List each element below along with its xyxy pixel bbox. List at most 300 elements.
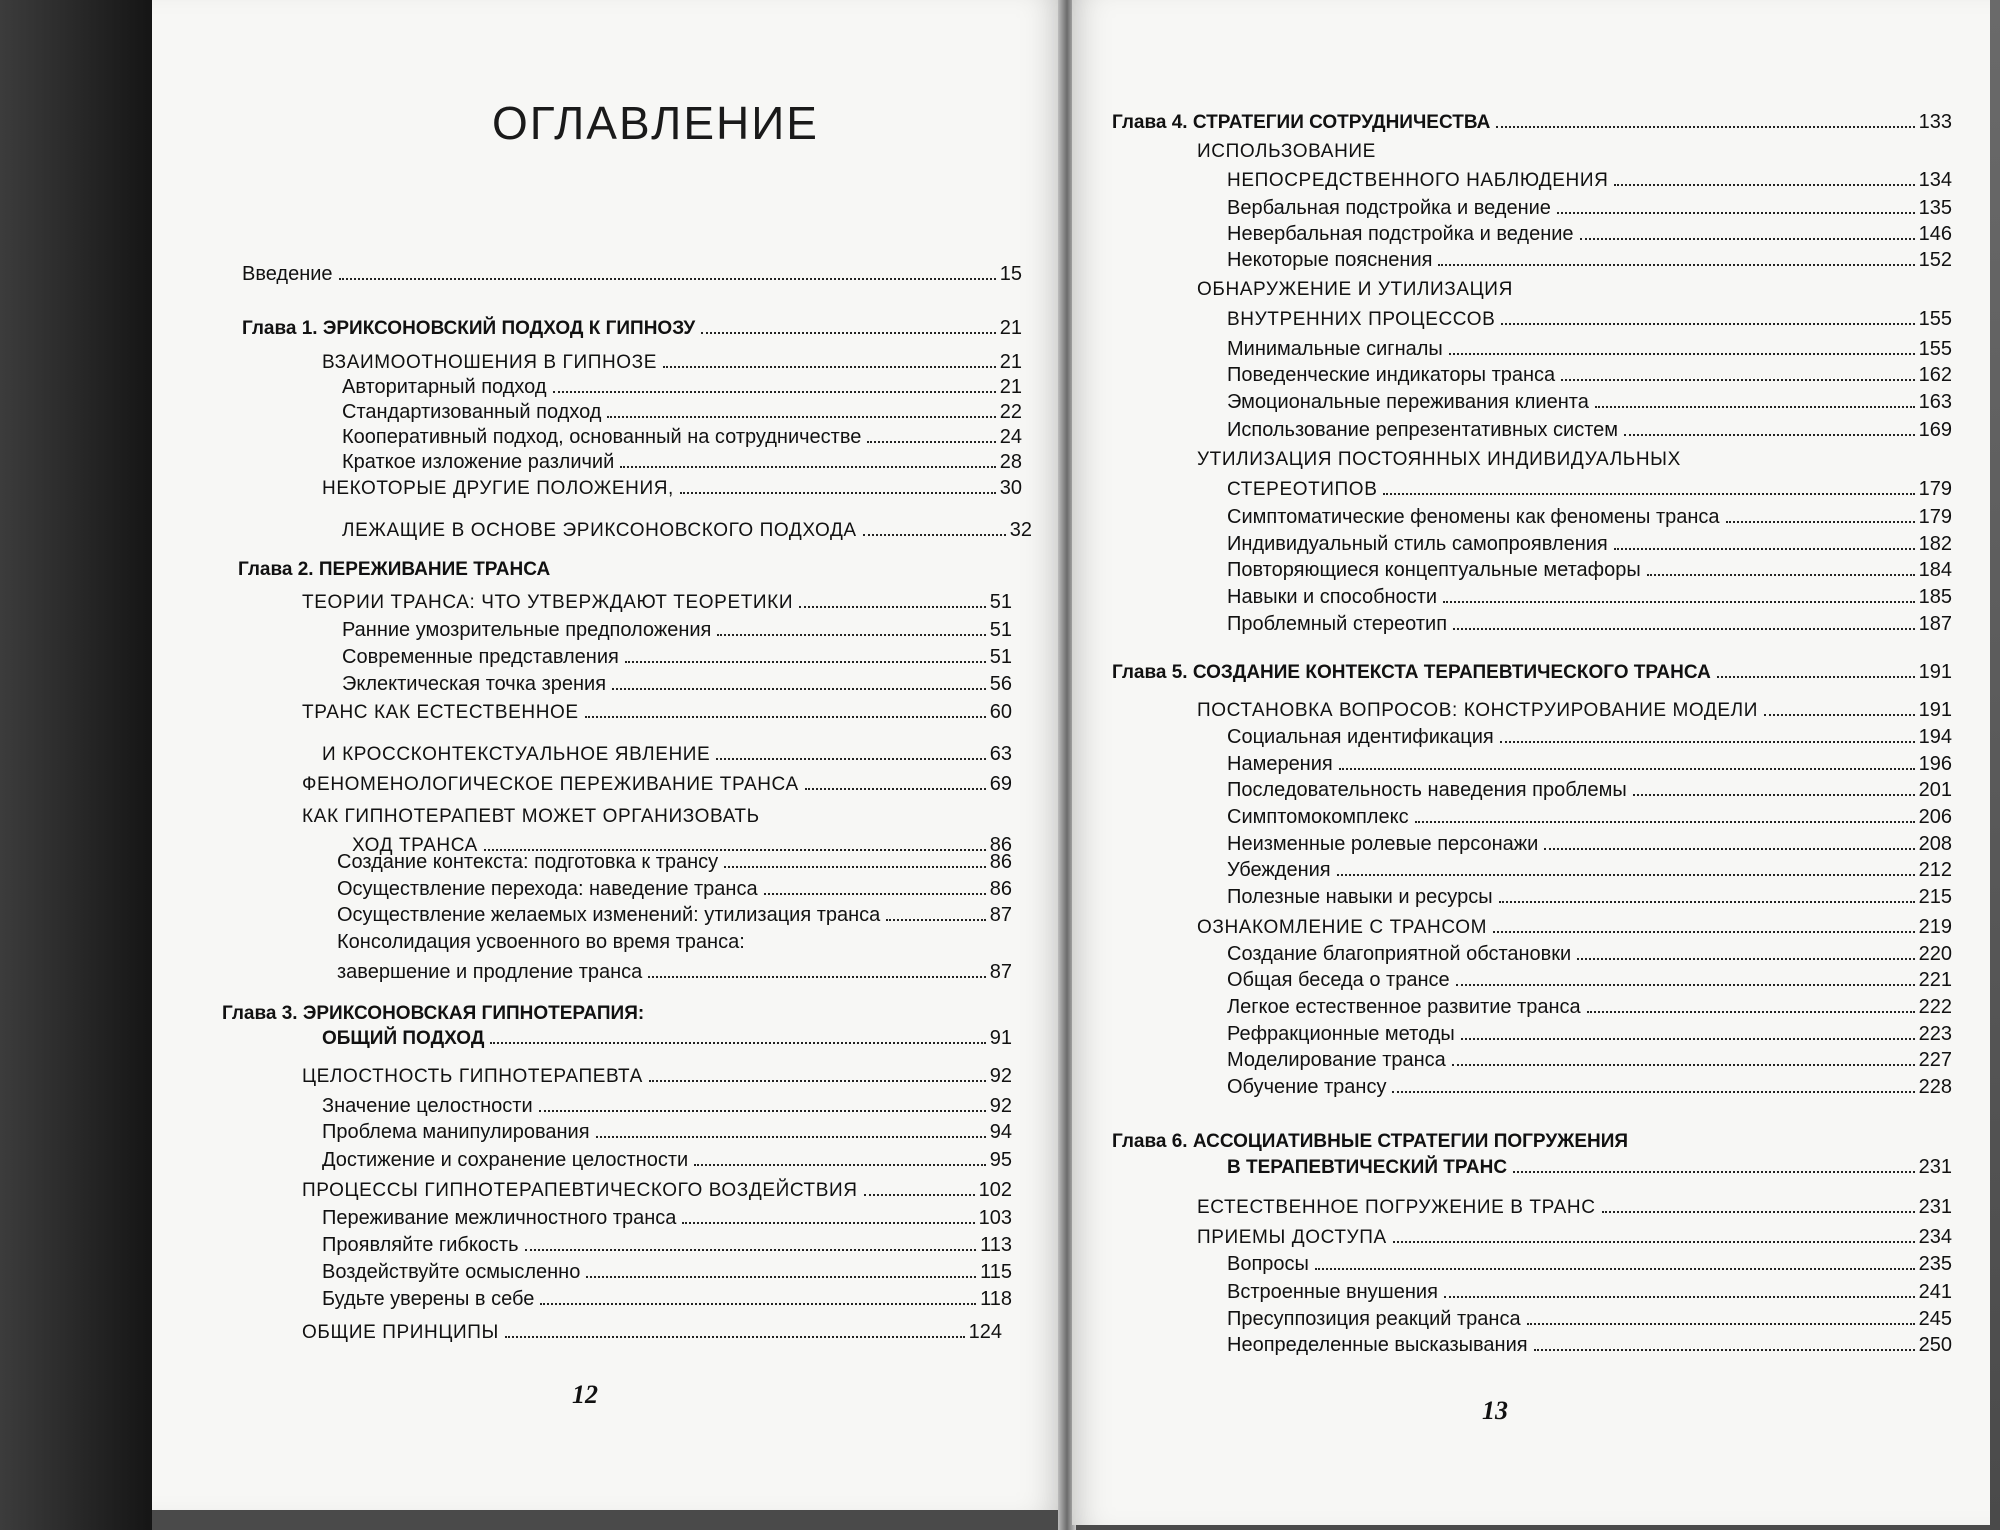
toc-page-number: 179 — [1918, 506, 1952, 528]
left-toc-entry — [302, 772, 1012, 797]
toc-page-number: 69 — [989, 773, 1012, 795]
left-toc-entry — [322, 1206, 1012, 1230]
right-toc-entry — [1197, 278, 1952, 302]
left-toc-entry — [322, 1260, 1012, 1284]
toc-entry-text: Кооперативный подход, основанный на сотрудничестве — [342, 426, 862, 448]
dot-leader — [1614, 184, 1914, 186]
dot-leader — [620, 466, 995, 468]
dot-leader — [490, 1042, 985, 1044]
dot-leader — [805, 788, 986, 790]
toc-entry-text: Глава 1. ЭРИКСОНОВСКИЙ ПОДХОД К ГИПНОЗУ — [242, 318, 696, 339]
dot-leader — [625, 661, 986, 663]
right-toc-entry — [1227, 196, 1952, 220]
left-toc-entry — [322, 476, 1022, 501]
left-toc-entry — [342, 425, 1022, 449]
right-toc-entry — [1227, 505, 1952, 529]
toc-entry-text: Вербальная подстройка и ведение — [1227, 197, 1551, 219]
right-toc-entry — [1227, 942, 1952, 966]
right-toc-entry — [1112, 110, 1952, 135]
right-toc-entry — [1227, 307, 1952, 332]
toc-page-number: 102 — [978, 1179, 1012, 1201]
dot-leader — [682, 1222, 974, 1224]
toc-page-number: 51 — [989, 646, 1012, 668]
dot-leader — [1717, 676, 1915, 678]
right-toc-entry — [1227, 248, 1952, 272]
left-toc-entry — [337, 903, 1012, 927]
left-toc-entry — [322, 1287, 1012, 1311]
toc-page-number: 235 — [1918, 1253, 1952, 1275]
toc-page-number: 21 — [999, 351, 1022, 373]
toc-page-number: 91 — [989, 1027, 1012, 1049]
toc-page-number: 241 — [1918, 1281, 1952, 1303]
dot-leader — [1595, 406, 1915, 408]
dot-leader — [1444, 1296, 1915, 1298]
toc-entry-text: Неопределенные высказывания — [1227, 1334, 1528, 1356]
toc-page-number: 86 — [989, 851, 1012, 873]
left-toc-entry — [342, 672, 1012, 696]
toc-page-number: 231 — [1918, 1156, 1952, 1178]
dot-leader — [525, 1249, 977, 1251]
toc-page-number: 215 — [1918, 886, 1952, 908]
toc-page-number: 228 — [1918, 1076, 1952, 1098]
toc-page-number: 113 — [980, 1234, 1012, 1256]
right-toc-entry — [1227, 778, 1952, 802]
dot-leader — [612, 688, 986, 690]
toc-page-number: 245 — [1918, 1308, 1952, 1330]
toc-entry-text: Будьте уверены в себе — [322, 1288, 535, 1310]
toc-page-number: 21 — [999, 376, 1022, 398]
toc-entry-text: Пресуппозиция реакций транса — [1227, 1308, 1521, 1330]
right-toc-entry — [1227, 1022, 1952, 1046]
dot-leader — [1337, 874, 1915, 876]
toc-page-number: 87 — [989, 904, 1012, 926]
dot-leader — [1633, 794, 1915, 796]
right-toc-entry — [1227, 858, 1952, 882]
toc-page-number: 56 — [989, 673, 1012, 695]
right-toc-entry — [1197, 448, 1952, 472]
dot-leader — [1500, 741, 1915, 743]
dot-leader — [1527, 1323, 1915, 1325]
dot-leader — [1726, 521, 1915, 523]
dot-leader — [586, 1276, 976, 1278]
toc-page-number: 155 — [1918, 308, 1952, 330]
right-toc-entry — [1227, 337, 1952, 361]
right-toc-entry — [1227, 585, 1952, 609]
toc-entry-text: Эмоциональные переживания клиента — [1227, 391, 1589, 413]
toc-entry-text: ИСПОЛЬЗОВАНИЕ — [1197, 141, 1376, 162]
left-toc-entry — [242, 316, 1022, 341]
toc-entry-text: Консолидация усвоенного во время транса: — [337, 931, 745, 953]
dot-leader — [1392, 1091, 1914, 1093]
toc-entry-text: НЕКОТОРЫЕ ДРУГИЕ ПОЛОЖЕНИЯ, — [322, 478, 674, 499]
toc-page-number: 222 — [1918, 996, 1952, 1018]
toc-entry-text: Создание благоприятной обстановки — [1227, 943, 1572, 965]
toc-page-number: 63 — [989, 743, 1012, 765]
right-toc-entry — [1227, 390, 1952, 414]
toc-page-number: 134 — [1918, 169, 1952, 191]
toc-entry-text: Проблема манипулирования — [322, 1121, 590, 1143]
dot-leader — [864, 1194, 975, 1196]
dot-leader — [1453, 628, 1915, 630]
toc-page-number: 51 — [989, 619, 1012, 641]
toc-entry-text: Легкое естественное развитие транса — [1227, 996, 1581, 1018]
toc-entry-text: Глава 4. СТРАТЕГИИ СОТРУДНИЧЕСТВА — [1112, 112, 1491, 133]
right-toc-entry — [1227, 418, 1952, 442]
toc-page-number: 135 — [1918, 197, 1952, 219]
toc-entry-text: Стандартизованный подход — [342, 401, 602, 423]
dot-leader — [1443, 601, 1915, 603]
toc-entry-text: СТЕРЕОТИПОВ — [1227, 479, 1378, 500]
left-toc-entry — [322, 1148, 1012, 1172]
toc-entry-text: ОБНАРУЖЕНИЕ И УТИЛИЗАЦИЯ — [1197, 279, 1513, 300]
dot-leader — [1534, 1349, 1915, 1351]
toc-entry-text: Общая беседа о трансе — [1227, 969, 1450, 991]
dot-leader — [680, 492, 996, 494]
toc-entry-text: Полезные навыки и ресурсы — [1227, 886, 1493, 908]
left-toc-entry — [322, 350, 1022, 375]
right-toc-entry — [1227, 1307, 1952, 1331]
toc-page-number: 22 — [999, 401, 1022, 423]
toc-entry-text: ВНУТРЕННИХ ПРОЦЕССОВ — [1227, 309, 1496, 330]
right-toc-entry — [1112, 660, 1952, 685]
toc-page-number: 15 — [999, 263, 1022, 285]
toc-page-number: 24 — [999, 426, 1022, 448]
toc-entry-text: НЕПОСРЕДСТВЕННОГО НАБЛЮДЕНИЯ — [1227, 170, 1609, 191]
toc-entry-text: ОЗНАКОМЛЕНИЕ С ТРАНСОМ — [1197, 917, 1488, 938]
toc-page-number: 206 — [1918, 806, 1952, 828]
toc-entry-text: Некоторые пояснения — [1227, 249, 1433, 271]
dot-leader — [867, 441, 995, 443]
toc-entry-text: Встроенные внушения — [1227, 1281, 1438, 1303]
toc-page-number: 152 — [1918, 249, 1952, 271]
right-toc-entry — [1227, 832, 1952, 856]
toc-page-number: 60 — [989, 701, 1012, 723]
dot-leader — [717, 634, 985, 636]
dot-leader — [1602, 1211, 1915, 1213]
dot-leader — [764, 893, 986, 895]
toc-entry-text: ЦЕЛОСТНОСТЬ ГИПНОТЕРАПЕВТА — [302, 1066, 643, 1087]
toc-page-number: 208 — [1918, 833, 1952, 855]
toc-page-number: 124 — [968, 1321, 1002, 1343]
dot-leader — [1496, 126, 1914, 128]
toc-entry-text: завершение и продление транса — [337, 961, 643, 983]
right-toc-entry — [1227, 1333, 1952, 1357]
toc-page-number: 182 — [1918, 533, 1952, 555]
left-toc-entry — [238, 558, 1022, 582]
toc-page-number: 231 — [1918, 1196, 1952, 1218]
dot-leader — [1557, 212, 1915, 214]
right-page-number: 13 — [1482, 1396, 1508, 1425]
dot-leader — [596, 1136, 986, 1138]
right-toc-entry — [1227, 168, 1952, 193]
toc-page-number: 51 — [989, 591, 1012, 613]
right-toc-entry — [1197, 915, 1952, 940]
dot-leader — [799, 606, 986, 608]
toc-entry-text: ОБЩИЕ ПРИНЦИПЫ — [302, 1322, 499, 1343]
toc-entry-text: Невербальная подстройка и ведение — [1227, 223, 1574, 245]
left-toc-entry — [342, 518, 1032, 543]
right-toc-entry — [1227, 1252, 1952, 1276]
toc-entry-text: Обучение трансу — [1227, 1076, 1387, 1098]
dot-leader — [1544, 848, 1914, 850]
toc-entry-text: ЕСТЕСТВЕННОЕ ПОГРУЖЕНИЕ В ТРАНС — [1197, 1197, 1596, 1218]
toc-entry-text: Повторяющиеся концептуальные метафоры — [1227, 559, 1641, 581]
toc-entry-text: Значение целостности — [322, 1095, 533, 1117]
dot-leader — [1449, 353, 1915, 355]
right-toc-entry — [1112, 1130, 1952, 1154]
toc-page-number: 146 — [1918, 223, 1952, 245]
dot-leader — [1499, 901, 1915, 903]
dot-leader — [1383, 493, 1914, 495]
toc-page-number: 187 — [1918, 613, 1952, 635]
dot-leader — [339, 278, 996, 280]
dot-leader — [585, 716, 986, 718]
dot-leader — [1393, 1241, 1915, 1243]
left-toc-entry — [322, 1026, 1012, 1051]
right-toc-entry — [1227, 995, 1952, 1019]
toc-entry-text: Воздействуйте осмысленно — [322, 1261, 581, 1283]
book-cover-edge-left — [0, 0, 152, 1530]
left-toc-entry — [242, 262, 1022, 286]
toc-page-number: 179 — [1918, 478, 1952, 500]
toc-entry-text: Рефракционные методы — [1227, 1023, 1455, 1045]
dot-leader — [607, 416, 995, 418]
right-toc-entry — [1227, 725, 1952, 749]
right-toc-entry — [1227, 1075, 1952, 1099]
toc-entry-text: Переживание межличностного транса — [322, 1207, 677, 1229]
left-toc-entry — [342, 645, 1012, 669]
toc-page-number: 191 — [1918, 661, 1952, 683]
toc-page-number: 86 — [989, 834, 1012, 856]
toc-page-number: 155 — [1918, 338, 1952, 360]
left-toc-entry — [337, 877, 1012, 901]
toc-page-number: 163 — [1918, 391, 1952, 413]
toc-page-number: 133 — [1918, 111, 1952, 133]
toc-page-number: 92 — [989, 1095, 1012, 1117]
toc-entry-text: Ранние умозрительные предположения — [342, 619, 712, 641]
toc-page-number: 234 — [1918, 1226, 1952, 1248]
toc-entry-text: Моделирование транса — [1227, 1049, 1446, 1071]
toc-entry-text: Социальная идентификация — [1227, 726, 1494, 748]
left-toc-entry — [322, 1233, 1012, 1257]
dot-leader — [1647, 574, 1915, 576]
toc-entry-text: Достижение и сохранение целостности — [322, 1149, 689, 1171]
toc-entry-text: ВЗАИМООТНОШЕНИЯ В ГИПНОЗЕ — [322, 352, 658, 373]
right-toc-entry — [1227, 1048, 1952, 1072]
left-toc-entry — [342, 450, 1022, 474]
toc-page-number: 30 — [999, 477, 1022, 499]
toc-entry-text: Минимальные сигналы — [1227, 338, 1443, 360]
toc-entry-text: Поведенческие индикаторы транса — [1227, 364, 1556, 386]
dot-leader — [1764, 714, 1915, 716]
dot-leader — [1493, 931, 1915, 933]
right-toc-entry — [1227, 363, 1952, 387]
dot-leader — [553, 391, 996, 393]
left-toc-entry — [302, 1178, 1012, 1203]
dot-leader — [1513, 1171, 1915, 1173]
toc-title: ОГЛАВЛЕНИЕ — [492, 97, 819, 149]
toc-page-number: 92 — [989, 1065, 1012, 1087]
dot-leader — [1315, 1268, 1915, 1270]
toc-entry-text: Глава 5. СОЗДАНИЕ КОНТЕКСТА ТЕРАПЕВТИЧЕСКОГО ТРАНСА — [1112, 662, 1711, 683]
toc-page-number: 196 — [1918, 753, 1952, 775]
dot-leader — [1580, 238, 1915, 240]
toc-entry-text: Убеждения — [1227, 859, 1331, 881]
toc-page-number: 194 — [1918, 726, 1952, 748]
toc-page-number: 184 — [1918, 559, 1952, 581]
toc-entry-text: Современные представления — [342, 646, 619, 668]
toc-page-number: 221 — [1918, 969, 1952, 991]
toc-entry-text: Краткое изложение различий — [342, 451, 615, 473]
dot-leader — [1624, 434, 1915, 436]
toc-entry-text: Глава 2. ПЕРЕЖИВАНИЕ ТРАНСА — [238, 559, 551, 580]
toc-page-number: 86 — [989, 878, 1012, 900]
toc-entry-text: ПОСТАНОВКА ВОПРОСОВ: КОНСТРУИРОВАНИЕ МОДЕЛИ — [1197, 700, 1758, 721]
dot-leader — [701, 332, 996, 334]
toc-page-number: 212 — [1918, 859, 1952, 881]
toc-entry-text: Неизменные ролевые персонажи — [1227, 833, 1539, 855]
dot-leader — [724, 866, 986, 868]
left-toc-entry — [337, 960, 1012, 984]
toc-page-number: 87 — [989, 961, 1012, 983]
dot-leader — [1587, 1011, 1915, 1013]
dot-leader — [505, 1336, 965, 1338]
toc-entry-text: ЛЕЖАЩИЕ В ОСНОВЕ ЭРИКСОНОВСКОГО ПОДХОДА — [342, 520, 857, 541]
toc-entry-text: Симптомокомплекс — [1227, 806, 1409, 828]
left-toc-entry — [302, 700, 1012, 725]
toc-entry-text: Вопросы — [1227, 1253, 1309, 1275]
toc-entry-text: Навыки и способности — [1227, 586, 1438, 608]
toc-page-number: 115 — [980, 1261, 1012, 1283]
toc-entry-text: И КРОССКОНТЕКСТУАЛЬНОЕ ЯВЛЕНИЕ — [322, 744, 711, 765]
toc-page-number: 169 — [1918, 419, 1952, 441]
toc-entry-text: ТЕОРИИ ТРАНСА: ЧТО УТВЕРЖДАЮТ ТЕОРЕТИКИ — [302, 592, 794, 613]
left-toc-entry — [302, 805, 1012, 829]
toc-entry-text: Намерения — [1227, 753, 1333, 775]
toc-entry-text: Индивидуальный стиль самопроявления — [1227, 533, 1608, 555]
toc-entry-text: Последовательность наведения проблемы — [1227, 779, 1627, 801]
dot-leader — [1415, 821, 1915, 823]
toc-page-number: 250 — [1918, 1334, 1952, 1356]
dot-leader — [863, 534, 1006, 536]
dot-leader — [1614, 548, 1915, 550]
toc-entry-text: Глава 6. АССОЦИАТИВНЫЕ СТРАТЕГИИ ПОГРУЖЕНИЯ — [1112, 1131, 1629, 1152]
right-toc-entry — [1227, 885, 1952, 909]
left-toc-entry — [342, 618, 1012, 642]
toc-entry-text: Эклектическая точка зрения — [342, 673, 607, 695]
toc-entry-text: УТИЛИЗАЦИЯ ПОСТОЯННЫХ ИНДИВИДУАЛЬНЫХ — [1197, 449, 1681, 470]
toc-entry-text: ТРАНС КАК ЕСТЕСТВЕННОЕ — [302, 702, 579, 723]
toc-entry-text: ПРИЕМЫ ДОСТУПА — [1197, 1227, 1387, 1248]
toc-page-number: 103 — [978, 1207, 1012, 1229]
dot-leader — [1452, 1064, 1915, 1066]
dot-leader — [649, 1080, 986, 1082]
dot-leader — [716, 758, 985, 760]
dot-leader — [1456, 984, 1915, 986]
right-page — [1072, 0, 1990, 1525]
toc-entry-text: Осуществление желаемых изменений: утилизация транса — [337, 904, 881, 926]
toc-entry-text: ХОД ТРАНСА — [352, 835, 478, 856]
dot-leader — [1461, 1038, 1915, 1040]
left-toc-entry — [322, 1120, 1012, 1144]
left-page — [152, 0, 1064, 1510]
toc-page-number: 219 — [1918, 916, 1952, 938]
toc-entry-text: ПРОЦЕССЫ ГИПНОТЕРАПЕВТИЧЕСКОГО ВОЗДЕЙСТВИЯ — [302, 1180, 858, 1201]
toc-entry-text: Осуществление перехода: наведение транса — [337, 878, 758, 900]
dot-leader — [886, 919, 985, 921]
right-toc-entry — [1227, 968, 1952, 992]
dot-leader — [539, 1110, 986, 1112]
dot-leader — [1577, 958, 1914, 960]
left-page-number: 12 — [572, 1380, 598, 1409]
dot-leader — [694, 1164, 986, 1166]
right-toc-entry — [1227, 558, 1952, 582]
toc-entry-text: Использование репрезентативных систем — [1227, 419, 1618, 441]
toc-entry-text: Симптоматические феномены как феномены транса — [1227, 506, 1720, 528]
toc-page-number: 227 — [1918, 1049, 1952, 1071]
right-toc-entry — [1227, 1155, 1952, 1180]
toc-page-number: 185 — [1918, 586, 1952, 608]
dot-leader — [1561, 379, 1914, 381]
toc-entry-text: Глава 3. ЭРИКСОНОВСКАЯ ГИПНОТЕРАПИЯ: — [222, 1003, 645, 1024]
left-toc-entry — [222, 1002, 1012, 1026]
toc-entry-text: Введение — [242, 263, 333, 285]
left-toc-entry — [302, 1320, 1002, 1345]
right-toc-entry — [1227, 752, 1952, 776]
toc-page-number: 118 — [980, 1288, 1012, 1310]
toc-entry-text: Авторитарный подход — [342, 376, 547, 398]
toc-entry-text: ФЕНОМЕНОЛОГИЧЕСКОЕ ПЕРЕЖИВАНИЕ ТРАНСА — [302, 774, 799, 795]
dot-leader — [1501, 323, 1914, 325]
right-toc-entry — [1197, 698, 1952, 723]
toc-page-number: 95 — [989, 1149, 1012, 1171]
right-toc-entry — [1227, 222, 1952, 246]
toc-page-number: 223 — [1918, 1023, 1952, 1045]
right-toc-entry — [1227, 477, 1952, 502]
toc-entry-text: Проявляйте гибкость — [322, 1234, 519, 1256]
toc-page-number: 21 — [999, 317, 1022, 339]
dot-leader — [540, 1303, 976, 1305]
right-toc-entry — [1227, 612, 1952, 636]
toc-page-number: 220 — [1918, 943, 1952, 965]
dot-leader — [1438, 264, 1914, 266]
dot-leader — [1339, 768, 1915, 770]
left-toc-entry — [322, 1094, 1012, 1118]
dot-leader — [663, 366, 996, 368]
right-toc-entry — [1227, 805, 1952, 829]
right-toc-entry — [1227, 1280, 1952, 1304]
left-toc-entry — [337, 850, 1012, 874]
toc-entry-text: В ТЕРАПЕВТИЧЕСКИЙ ТРАНС — [1227, 1157, 1508, 1178]
left-toc-entry — [302, 590, 1012, 615]
toc-page-number: 94 — [989, 1121, 1012, 1143]
left-toc-entry — [322, 742, 1012, 767]
toc-entry-text: Создание контекста: подготовка к трансу — [337, 851, 719, 873]
toc-entry-text: Проблемный стереотип — [1227, 613, 1448, 635]
left-toc-entry — [302, 1064, 1012, 1089]
right-toc-entry — [1227, 532, 1952, 556]
right-toc-entry — [1197, 140, 1952, 164]
left-toc-entry — [342, 400, 1022, 424]
right-toc-entry — [1197, 1195, 1952, 1220]
left-toc-entry — [342, 375, 1022, 399]
toc-page-number: 191 — [1918, 699, 1952, 721]
left-toc-entry — [337, 930, 1012, 954]
toc-page-number: 201 — [1918, 779, 1952, 801]
toc-entry-text: КАК ГИПНОТЕРАПЕВТ МОЖЕТ ОРГАНИЗОВАТЬ — [302, 806, 760, 827]
dot-leader — [648, 976, 985, 978]
toc-entry-text: ОБЩИЙ ПОДХОД — [322, 1028, 485, 1049]
